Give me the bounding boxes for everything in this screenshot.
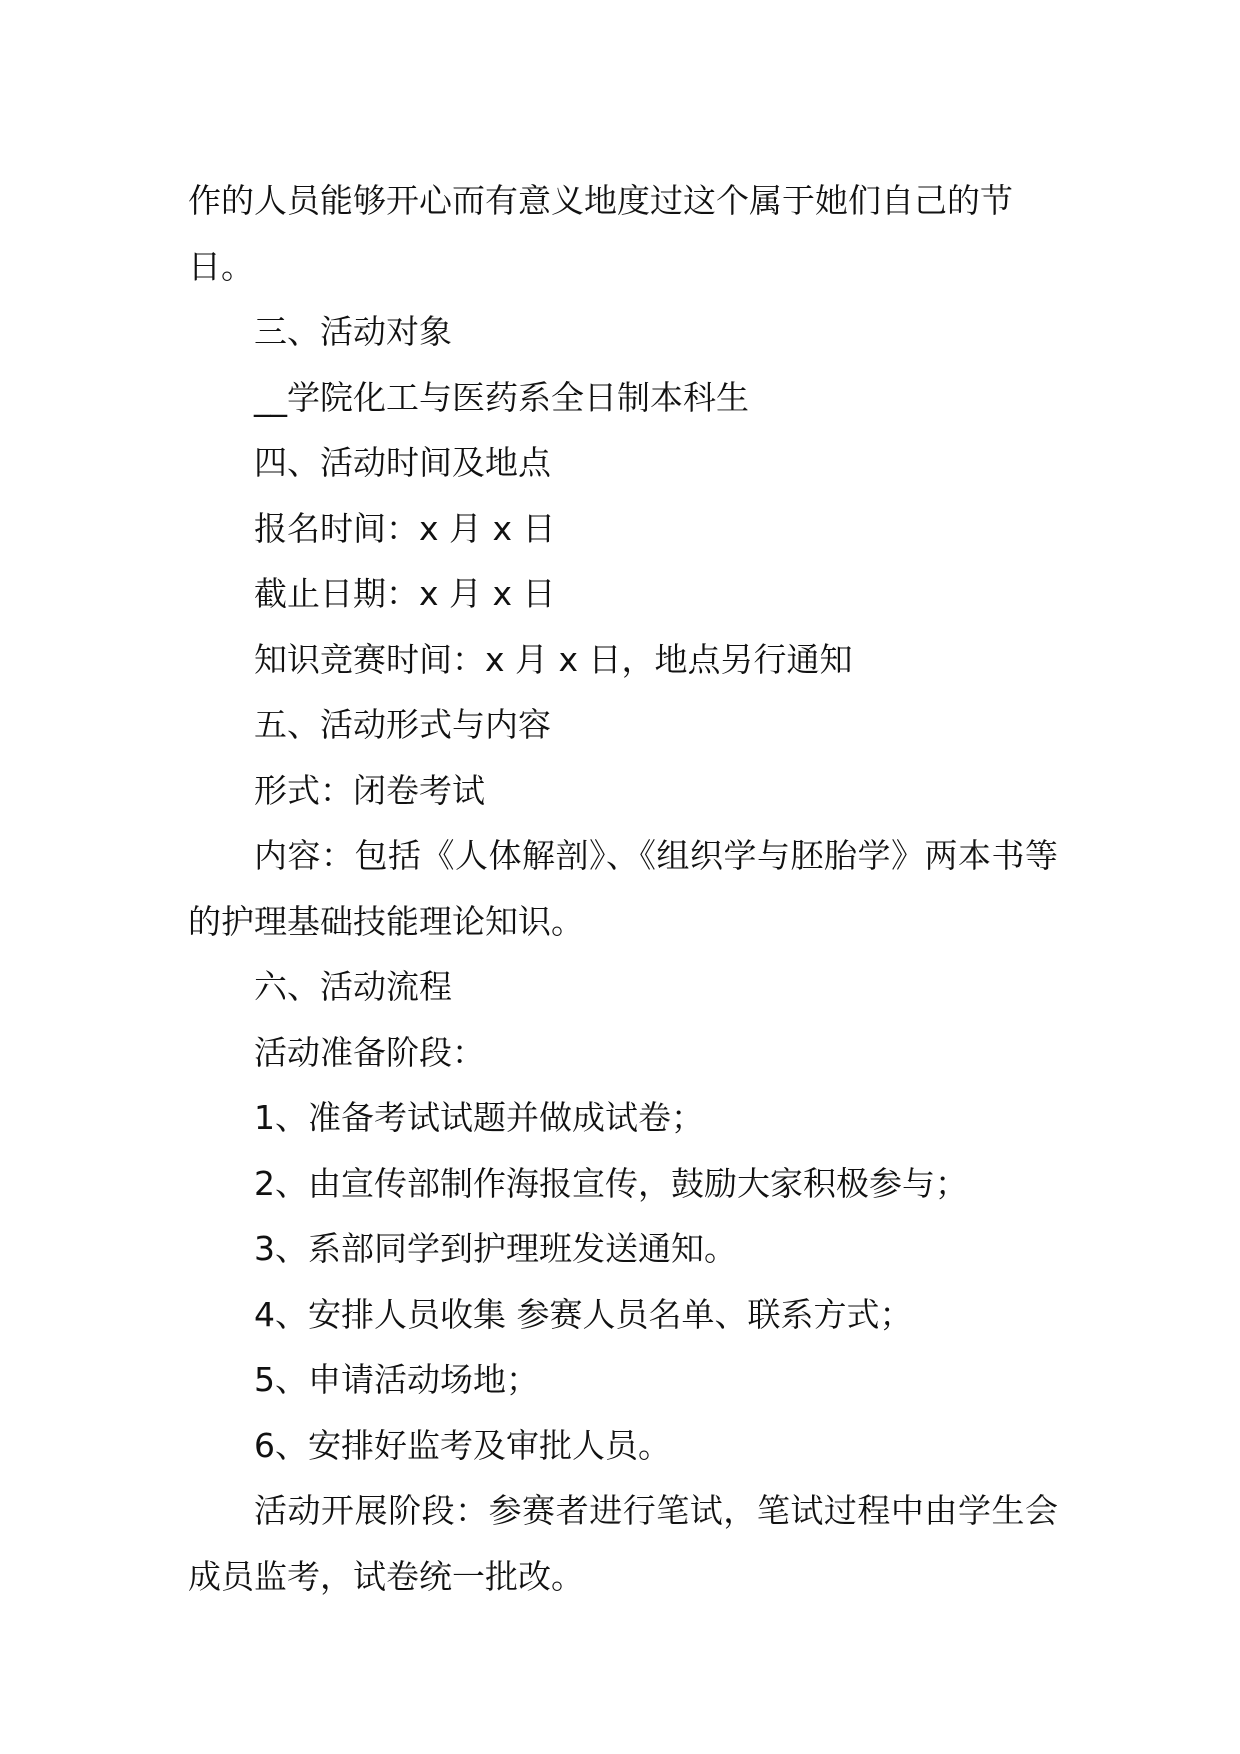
section-heading-time-place: 四、活动时间及地点 (254, 443, 551, 482)
list-item-3: 3、系部同学到护理班发送通知。 (254, 1229, 737, 1268)
paragraph-form: 形式：闭卷考试 (254, 770, 485, 810)
paragraph-content: 内容：包括《人体解剖》、《组织学与胚胎学》两本书等的护理基础技能理论知识。 (188, 836, 1058, 941)
paragraph-prep-stage: 活动准备阶段： (254, 1032, 485, 1072)
list-item-2: 2、由宣传部制作海报宣传，鼓励大家积极参与； (254, 1163, 968, 1203)
paragraph-target-audience: __学院化工与医药系全日制本科生 (254, 377, 749, 417)
list-item-6: 6、安排好监考及审批人员。 (254, 1425, 671, 1465)
list-item-1: 1、准备考试试题并做成试卷； (254, 1098, 704, 1137)
section-heading-form-content: 五、活动形式与内容 (254, 705, 551, 744)
document-body (188, 168, 1058, 1609)
section-heading-process: 六、活动流程 (254, 967, 452, 1006)
paragraph-deadline: 截止日期：x 月 x 日 (254, 574, 556, 613)
list-item-5: 5、申请活动场地； (254, 1360, 539, 1399)
section-heading-activity-target: 三、活动对象 (254, 312, 452, 351)
list-item-4: 4、安排人员收集 参赛人员名单、联系方式； (254, 1294, 913, 1334)
paragraph-execution-stage: 活动开展阶段：参赛者进行笔试，笔试过程中由学生会成员监考，试卷统一批改。 (188, 1491, 1058, 1596)
paragraph-continuation: 作的人员能够开心而有意义地度过这个属于她们自己的节日。 (188, 181, 1013, 286)
paragraph-registration-time: 报名时间：x 月 x 日 (254, 508, 556, 548)
paragraph-contest-time: 知识竞赛时间：x 月 x 日，地点另行通知 (254, 639, 853, 679)
